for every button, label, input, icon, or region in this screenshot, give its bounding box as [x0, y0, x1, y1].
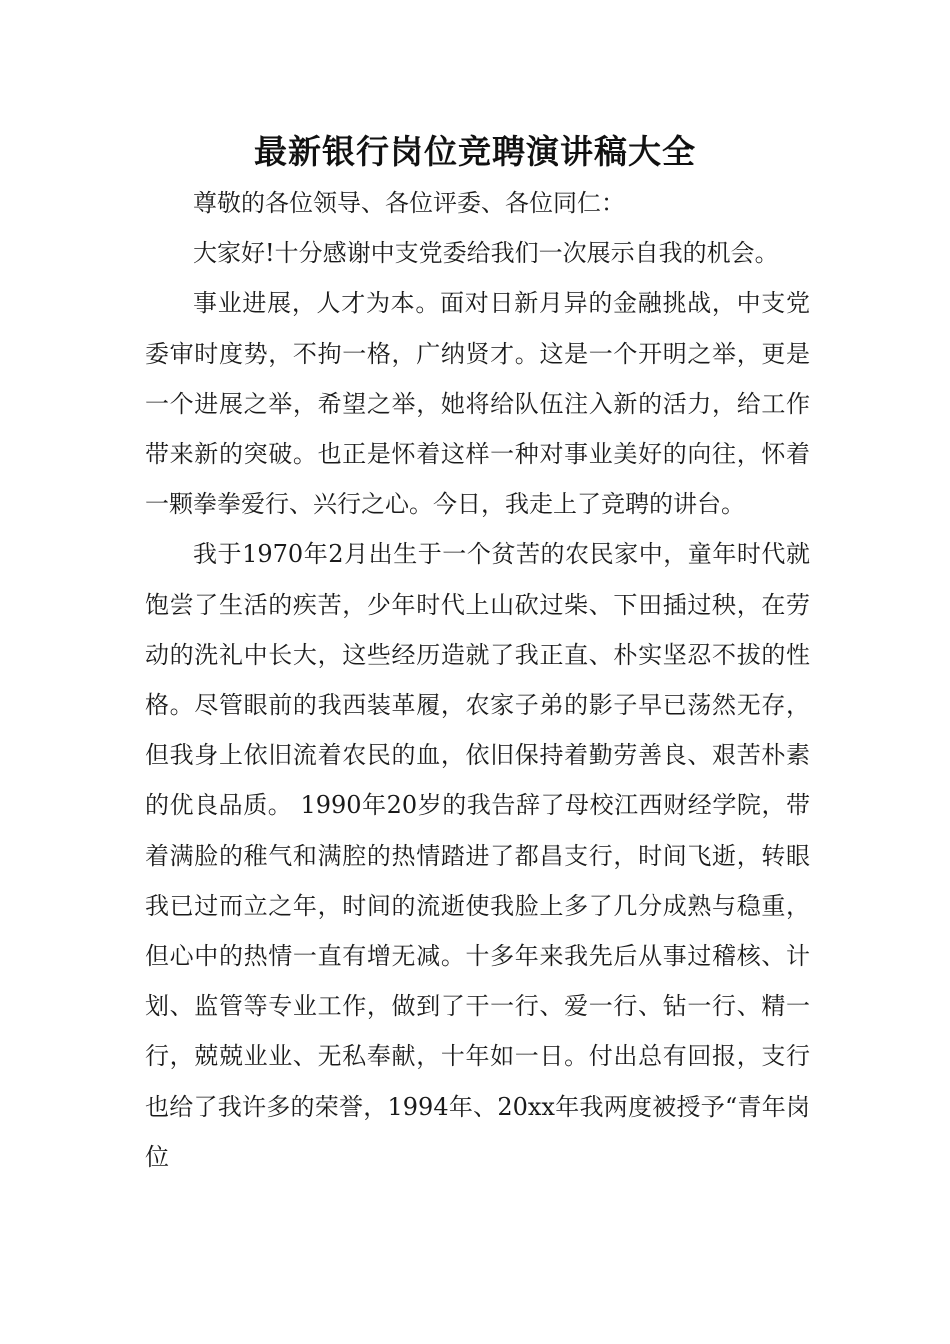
paragraph-greeting: 大家好!十分感谢中支党委给我们一次展示自我的机会。 — [193, 239, 779, 268]
paragraph-career-development: 事业进展，人才为本。面对日新月异的金融挑战，中支党委审时度势，不拘一格，广纳贤才。这是一个开明之举，更是一个进展之举，希望之举，她将给队伍注入新的活力，给工作带来新的突破。也正是怀着这样一种对事业美好的向往，怀着一颗拳拳爱行、兴行之心。今日，我走上了竞聘的讲台。 — [145, 289, 810, 519]
document-body — [145, 178, 810, 1182]
document-title: 最新银行岗位竞聘演讲稿大全 — [254, 132, 696, 171]
paragraph-salutation: 尊敬的各位领导、各位评委、各位同仁： — [193, 189, 625, 217]
paragraph-personal-history: 我于1970年2月出生于一个贫苦的农民家中，童年时代就饱尝了生活的疾苦，少年时代上山砍过柴、下田插过秧，在劳动的洗礼中长大，这些经历造就了我正直、朴实坚忍不拔的性格。尽管眼前的我西装革履，农家子弟的影子早已荡然无存，但我身上依旧流着农民的血，依旧保持着勤劳善良、艰苦朴素的优良品质。 1990年20岁的我告辞了母校江西财经学院，带着满脸的稚气和满腔的热情踏进了都昌支行，时间飞逝，转眼我已过而立之年，时间的流逝使我脸上多了几分成熟与稳重，但心中的热情一直有增无减。十多年来我先后从事过稽核、计划、监管等专业工作，做到了干一行、爱一行、钻一行、精一行，兢兢业业、无私奉献，十年如一日。付出总有回报，支行也给了我许多的荣誉，1994年、20xx年我两度被授予“青年岗位 — [145, 540, 810, 1171]
